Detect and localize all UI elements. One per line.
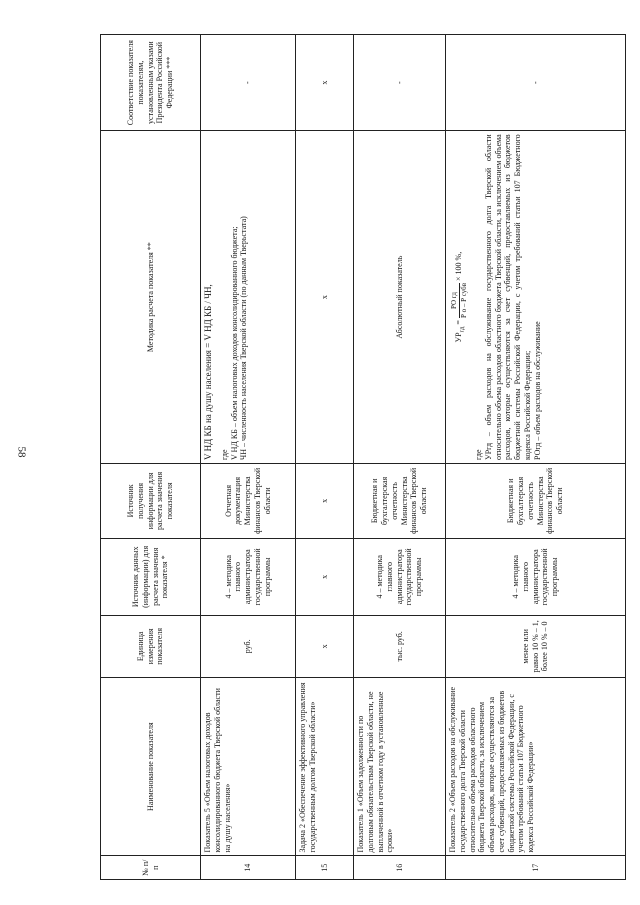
row-unit: менее или равно 10 % – 1, более 10 % – 0 <box>446 615 626 677</box>
row-method: Абсолютный показатель <box>354 131 446 464</box>
row-unit: тыс. руб. <box>354 615 446 677</box>
header-name: Наименование показателя <box>101 677 201 856</box>
row-name: Задача 2 «Обеспечение эффективного управления государственным долгом Тверской области» <box>296 677 354 856</box>
row-num: 17 <box>446 856 626 880</box>
row-source: 4 – методика главного администратора государственной программы <box>354 538 446 615</box>
formula-numerator: РО гд <box>450 283 460 318</box>
method-formula: V НД КБ на душу населения = V НД КБ / ЧН, <box>203 284 213 460</box>
row-source: 4 – методика главного администратора государственной программы <box>201 538 296 615</box>
table-header-row <box>101 35 201 880</box>
row-compliance: х <box>296 35 354 131</box>
row-name: Показатель 5 «Объем налоговых доходов консолидированного бюджета Тверской области на душу населения» <box>201 677 296 856</box>
method-text: где УРгд – объем расходов на обслуживание государственного долга Тверской области относительно объема расходов областного бюджета Тверской области, за исключением объема расходов, которые осуществляются за счет субвенций, предоставляемых из бюджетов бюджетной системы Российской Федерации, с учетом требований статьи 107 Бюджетного кодекса Российской Федерации; РОгд – объем расходов на обслуживание <box>474 134 542 460</box>
method-formula: $УР_{гд}$ = РО гд Р о – Р субв × 100 %, <box>450 251 468 343</box>
formula-fraction <box>450 283 468 318</box>
row-compliance: - <box>201 35 296 131</box>
page-number: 58 <box>15 446 28 458</box>
table-row <box>201 35 296 880</box>
row-method <box>201 131 296 464</box>
header-source: Источник данных (информации) для расчета значения показателя * <box>101 538 201 615</box>
row-name: Показатель 2 «Объем расходов на обслуживание государственного долга Тверской области относительно объема расходов областного бюджета Тверской области, за исключением объема расходов, которые осуществляются за счет субвенций, предоставляемых из бюджетов бюджетной системы Российской Федерации, с учетом требований статьи 107 Бюджетного кодекса Российской Федерации» <box>446 677 626 856</box>
table-row <box>446 35 626 880</box>
method-text: где V НД КБ – объем налоговых доходов консолидированного бюджета; ЧН – численность населения Тверской области (по данным Тверьстата) <box>219 216 249 460</box>
formula-lhs: УР <box>453 332 463 343</box>
header-method: Методика расчета показателя ** <box>101 131 201 464</box>
row-name: Показатель 1 «Объем задолженности по долговым обязательствам Тверской области, не выплаченной в отчетном году в установленные сроки» <box>354 677 446 856</box>
row-source: 4 – методика главного администратора государственной программы <box>446 538 626 615</box>
row-num: 16 <box>354 856 446 880</box>
formula-lhs-sub: гд <box>458 326 466 333</box>
header-num: № п/п <box>101 856 201 880</box>
row-info-source: Отчетная документация Министерства финансов Тверской области <box>201 463 296 538</box>
row-method <box>446 131 626 464</box>
row-compliance: - <box>446 35 626 131</box>
table-row <box>354 35 446 880</box>
row-compliance: - <box>354 35 446 131</box>
indicator-table <box>100 34 626 880</box>
row-info-source: Бюджетная и бухгалтерская отчетность Министерства финансов Тверской области <box>354 463 446 538</box>
row-method: х <box>296 131 354 464</box>
indicator-table-sheet <box>100 34 625 880</box>
row-unit: руб. <box>201 615 296 677</box>
formula-denominator: Р о – Р субв <box>459 282 468 319</box>
header-compliance: Соответствие показателя показателям, установленным указами Президента Российской Федерации *** <box>101 35 201 131</box>
header-info-source: Источник получения информации для расчета значения показателя <box>101 463 201 538</box>
row-num: 14 <box>201 856 296 880</box>
row-source: х <box>296 538 354 615</box>
row-info-source: х <box>296 463 354 538</box>
table-row <box>296 35 354 880</box>
formula-tail: × 100 %, <box>453 251 463 281</box>
row-num: 15 <box>296 856 354 880</box>
header-unit: Единица измерения показателя <box>101 615 201 677</box>
row-info-source: Бюджетная и бухгалтерская отчетность Министерства финансов Тверской области <box>446 463 626 538</box>
row-unit: х <box>296 615 354 677</box>
